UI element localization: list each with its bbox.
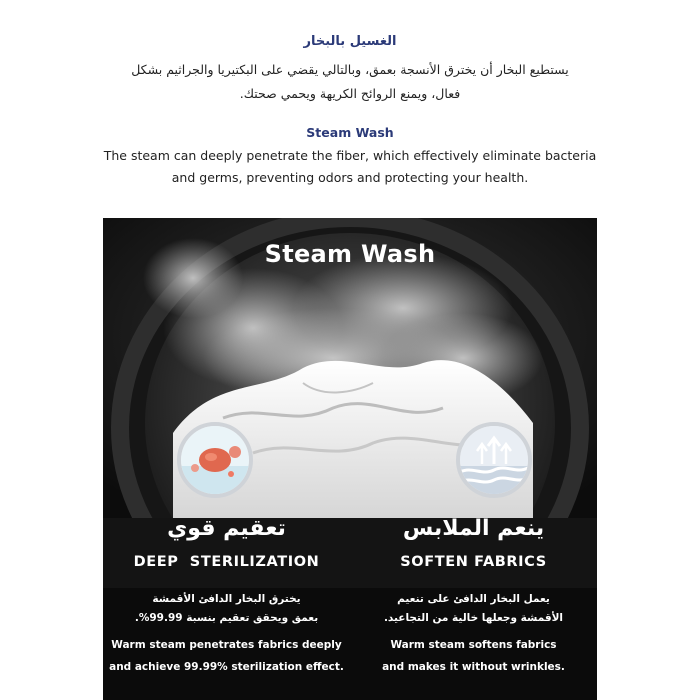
english-description — [0, 145, 700, 189]
feature-description-arabic: يخترق البخار الدافئ الأقمشة — [152, 593, 301, 605]
feature-description-arabic: يعمل البخار الدافئ على تنعيم — [397, 593, 550, 605]
feature-description-english: and achieve 99.99% sterilization effect. — [109, 661, 344, 673]
feature-title-arabic: تعقيم قوي — [167, 516, 286, 541]
feature-description-english: Warm steam penetrates fabrics deeply — [111, 639, 342, 651]
panel-title: Steam Wash — [264, 240, 436, 268]
feature-description-english: Warm steam softens fabrics — [390, 639, 557, 651]
feature-description-arabic: بعمق ويحقق تعقيم بنسبة 99.99%. — [134, 612, 319, 624]
english-description-line: The steam can deeply penetrate the fiber, which effectively eliminate bacteria — [103, 148, 597, 163]
english-description-line: and germs, preventing odors and protecting your health. — [171, 170, 529, 185]
arabic-description-line: فعال، ويمنع الروائح الكريهة ويحمي صحتك. — [239, 86, 461, 101]
sterilization-icon — [177, 422, 253, 498]
arabic-heading: الغسيل بالبخار — [303, 34, 397, 49]
feature-title-english: DEEP STERILIZATION — [133, 554, 320, 570]
feature-title-english: SOFTEN FABRICS — [400, 554, 547, 570]
soft-fabric-icon — [456, 422, 532, 498]
arabic-description-line: يستطيع البخار أن يخترق الأنسجة بعمق، وبالتالي يقضي على البكتيريا والجراثيم بشكل — [131, 62, 569, 77]
english-heading: Steam Wash — [306, 125, 394, 140]
feature-description-arabic: الأقمشة وجعلها خالية من التجاعيد. — [383, 612, 564, 624]
arabic-description — [0, 58, 700, 106]
feature-title-arabic: ينعم الملابس — [402, 516, 545, 541]
feature-description-english: and makes it without wrinkles. — [382, 661, 565, 673]
steam-wash-panel — [103, 218, 597, 700]
